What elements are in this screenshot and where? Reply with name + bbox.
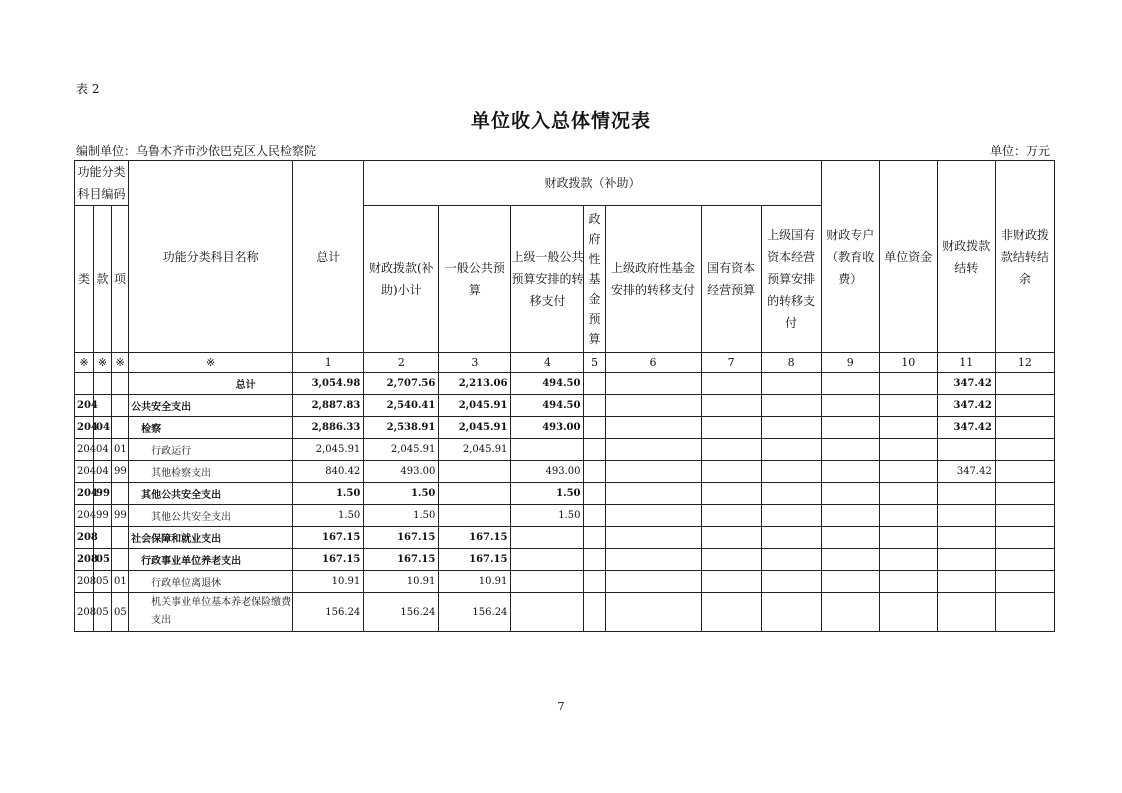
header-lei: 类	[75, 206, 94, 353]
amount-cell	[605, 549, 701, 571]
page-title: 单位收入总体情况表	[470, 110, 651, 132]
amount-cell	[511, 593, 584, 632]
amount-cell	[605, 439, 701, 461]
amount-cell	[761, 593, 821, 632]
column-index-cell: 5	[584, 353, 605, 373]
amount-cell	[605, 461, 701, 483]
code-lei-cell: 204	[75, 505, 94, 527]
table-row	[75, 505, 1055, 527]
amount-cell	[879, 417, 937, 439]
amount-cell: 1.50	[511, 505, 584, 527]
amount-cell	[937, 527, 995, 549]
amount-cell	[511, 571, 584, 593]
amount-cell	[605, 483, 701, 505]
code-xiang-cell	[112, 417, 129, 439]
amount-cell	[995, 483, 1054, 505]
amount-cell	[995, 571, 1054, 593]
amount-cell	[584, 593, 605, 632]
amount-cell	[584, 395, 605, 417]
header-state-capital: 国有资本经营预算	[701, 206, 761, 353]
amount-cell	[937, 571, 995, 593]
code-lei-cell: 204	[75, 395, 94, 417]
amount-cell: 2,045.91	[364, 439, 439, 461]
code-xiang-cell: 01	[112, 571, 129, 593]
column-index-cell: ※	[129, 353, 293, 373]
amount-cell	[584, 439, 605, 461]
amount-cell	[701, 505, 761, 527]
column-index-cell: ※	[94, 353, 112, 373]
amount-cell: 347.42	[937, 461, 995, 483]
amount-cell	[879, 373, 937, 395]
header-subject-name: 功能分类科目名称	[129, 161, 293, 353]
amount-cell	[701, 373, 761, 395]
code-lei-cell: 208	[75, 571, 94, 593]
amount-cell	[584, 549, 605, 571]
amount-cell	[995, 549, 1054, 571]
amount-cell	[584, 571, 605, 593]
header-upper-capital-transfer: 上级国有资本经营预算安排的转移支付	[761, 206, 821, 353]
subject-name-cell: 机关事业单位基本养老保险缴费支出	[129, 593, 293, 632]
code-lei-cell: 208	[75, 549, 94, 571]
amount-cell	[995, 439, 1054, 461]
amount-cell	[605, 505, 701, 527]
amount-cell	[605, 417, 701, 439]
amount-cell: 167.15	[364, 527, 439, 549]
amount-cell: 1.50	[364, 483, 439, 505]
amount-cell	[701, 417, 761, 439]
amount-cell: 167.15	[293, 527, 364, 549]
amount-cell	[879, 571, 937, 593]
subject-name-cell: 公共安全支出	[129, 395, 293, 417]
amount-cell	[821, 593, 879, 632]
amount-cell	[761, 527, 821, 549]
amount-cell	[701, 461, 761, 483]
column-index-cell: 6	[605, 353, 701, 373]
code-kuan-cell: 99	[94, 483, 112, 505]
header-fiscal-subtotal: 财政拨款(补助)小计	[364, 206, 439, 353]
amount-cell: 493.00	[511, 461, 584, 483]
amount-cell: 10.91	[293, 571, 364, 593]
amount-cell	[761, 505, 821, 527]
amount-cell	[605, 527, 701, 549]
amount-cell	[821, 549, 879, 571]
amount-cell	[821, 373, 879, 395]
column-index-cell: 3	[439, 353, 511, 373]
code-kuan-cell: 04	[94, 461, 112, 483]
column-index-cell: 4	[511, 353, 584, 373]
amount-cell: 10.91	[439, 571, 511, 593]
amount-cell: 167.15	[439, 549, 511, 571]
amount-cell	[821, 439, 879, 461]
code-xiang-cell: 99	[112, 505, 129, 527]
amount-cell: 156.24	[364, 593, 439, 632]
amount-cell	[821, 505, 879, 527]
amount-cell: 167.15	[293, 549, 364, 571]
amount-cell	[584, 483, 605, 505]
subject-name-cell: 总计	[129, 373, 293, 395]
code-xiang-cell	[112, 395, 129, 417]
code-lei-cell: 204	[75, 461, 94, 483]
amount-cell	[511, 549, 584, 571]
amount-cell	[761, 373, 821, 395]
amount-cell: 1.50	[364, 505, 439, 527]
amount-cell: 347.42	[937, 417, 995, 439]
code-xiang-cell: 01	[112, 439, 129, 461]
subject-name-cell: 其他检察支出	[129, 461, 293, 483]
column-index-cell: ※	[75, 353, 94, 373]
amount-cell	[701, 527, 761, 549]
column-index-cell: 11	[937, 353, 995, 373]
amount-cell: 2,045.91	[439, 439, 511, 461]
amount-cell	[879, 439, 937, 461]
amount-cell	[821, 395, 879, 417]
code-kuan-cell: 04	[94, 417, 112, 439]
amount-cell	[879, 527, 937, 549]
header-fiscal-group: 财政拨款（补助）	[364, 161, 821, 206]
amount-cell	[937, 439, 995, 461]
amount-cell	[584, 461, 605, 483]
header-total: 总计	[293, 161, 364, 353]
header-code-group: 功能分类科目编码	[75, 161, 129, 206]
code-kuan-cell: 05	[94, 549, 112, 571]
code-lei-cell	[75, 373, 94, 395]
code-lei-cell: 208	[75, 527, 94, 549]
page-number: 7	[557, 700, 565, 713]
amount-cell	[605, 373, 701, 395]
subject-name-cell: 其他公共安全支出	[129, 505, 293, 527]
amount-cell	[821, 571, 879, 593]
header-fiscal-carryover: 财政拨款结转	[937, 161, 995, 353]
header-gov-fund: 政府性基金预算	[584, 206, 605, 353]
amount-cell: 494.50	[511, 395, 584, 417]
amount-cell	[701, 439, 761, 461]
amount-cell: 2,045.91	[439, 417, 511, 439]
code-lei-cell: 204	[75, 439, 94, 461]
amount-cell	[995, 417, 1054, 439]
amount-cell	[584, 527, 605, 549]
amount-cell: 840.42	[293, 461, 364, 483]
column-index-cell: ※	[112, 353, 129, 373]
amount-cell	[995, 593, 1054, 632]
amount-cell	[761, 483, 821, 505]
amount-cell	[439, 461, 511, 483]
code-kuan-cell: 04	[94, 439, 112, 461]
header-xiang: 项	[112, 206, 129, 353]
amount-cell	[879, 549, 937, 571]
amount-cell: 1.50	[511, 483, 584, 505]
amount-cell: 2,886.33	[293, 417, 364, 439]
code-xiang-cell: 05	[112, 593, 129, 632]
code-xiang-cell	[112, 549, 129, 571]
subject-name-cell: 行政事业单位养老支出	[129, 549, 293, 571]
amount-cell	[879, 461, 937, 483]
amount-cell	[584, 505, 605, 527]
amount-cell	[937, 593, 995, 632]
amount-cell	[761, 439, 821, 461]
amount-cell	[995, 461, 1054, 483]
amount-cell	[605, 571, 701, 593]
amount-cell	[511, 439, 584, 461]
amount-cell: 3,054.98	[293, 373, 364, 395]
amount-cell	[439, 483, 511, 505]
amount-cell	[879, 483, 937, 505]
amount-cell	[701, 593, 761, 632]
table-row	[75, 527, 1055, 549]
amount-cell	[761, 417, 821, 439]
code-kuan-cell	[94, 373, 112, 395]
amount-cell	[605, 593, 701, 632]
amount-cell	[605, 395, 701, 417]
amount-cell: 347.42	[937, 373, 995, 395]
subject-name-cell: 行政运行	[129, 439, 293, 461]
table-label: 表 2	[76, 82, 100, 96]
amount-cell: 494.50	[511, 373, 584, 395]
amount-cell	[995, 505, 1054, 527]
amount-cell: 2,538.91	[364, 417, 439, 439]
subject-name-cell: 社会保障和就业支出	[129, 527, 293, 549]
column-index-cell: 10	[879, 353, 937, 373]
amount-cell: 2,045.91	[293, 439, 364, 461]
code-xiang-cell	[112, 527, 129, 549]
amount-cell	[439, 505, 511, 527]
amount-cell	[937, 505, 995, 527]
code-kuan-cell: 99	[94, 505, 112, 527]
amount-cell	[937, 549, 995, 571]
amount-cell: 167.15	[364, 549, 439, 571]
amount-cell: 347.42	[937, 395, 995, 417]
column-index-cell: 8	[761, 353, 821, 373]
header-upper-general-transfer: 上级一般公共预算安排的转移支付	[511, 206, 584, 353]
amount-cell	[761, 395, 821, 417]
amount-cell	[879, 505, 937, 527]
subject-name-cell: 检察	[129, 417, 293, 439]
amount-cell	[701, 549, 761, 571]
amount-cell	[761, 461, 821, 483]
column-index-cell: 12	[995, 353, 1054, 373]
amount-cell: 10.91	[364, 571, 439, 593]
column-index-row	[75, 353, 1055, 373]
header-unit-funds: 单位资金	[879, 161, 937, 353]
table-row	[75, 483, 1055, 505]
table-row	[75, 461, 1055, 483]
amount-cell	[995, 395, 1054, 417]
amount-cell	[584, 417, 605, 439]
header-special-edu: 财政专户（教育收费）	[821, 161, 879, 353]
subject-name-cell: 行政单位离退休	[129, 571, 293, 593]
table-row	[75, 439, 1055, 461]
table-row	[75, 593, 1055, 632]
amount-cell: 2,707.56	[364, 373, 439, 395]
code-kuan-cell: 05	[94, 571, 112, 593]
compiling-unit: 编制单位：乌鲁木齐市沙依巴克区人民检察院	[76, 144, 317, 158]
amount-cell	[821, 417, 879, 439]
income-summary-table	[74, 160, 1055, 632]
amount-cell	[761, 571, 821, 593]
amount-cell	[584, 373, 605, 395]
amount-cell	[879, 593, 937, 632]
column-index-cell: 9	[821, 353, 879, 373]
amount-cell: 167.15	[439, 527, 511, 549]
amount-cell: 493.00	[511, 417, 584, 439]
code-kuan-cell: 05	[94, 593, 112, 632]
amount-cell: 1.50	[293, 483, 364, 505]
column-index-cell: 1	[293, 353, 364, 373]
table-row	[75, 395, 1055, 417]
amount-cell: 2,887.83	[293, 395, 364, 417]
amount-cell	[879, 395, 937, 417]
column-index-cell: 7	[701, 353, 761, 373]
amount-cell	[937, 483, 995, 505]
header-general-budget: 一般公共预算	[439, 206, 511, 353]
amount-cell	[511, 527, 584, 549]
amount-cell	[701, 571, 761, 593]
header-upper-fund-transfer: 上级政府性基金安排的转移支付	[605, 206, 701, 353]
amount-cell: 1.50	[293, 505, 364, 527]
table-row	[75, 549, 1055, 571]
amount-cell	[995, 527, 1054, 549]
code-lei-cell: 204	[75, 417, 94, 439]
amount-cell	[701, 483, 761, 505]
code-xiang-cell: 99	[112, 461, 129, 483]
amount-cell	[821, 527, 879, 549]
amount-cell	[701, 395, 761, 417]
table-row	[75, 373, 1055, 395]
column-index-cell: 2	[364, 353, 439, 373]
code-xiang-cell	[112, 373, 129, 395]
code-lei-cell: 204	[75, 483, 94, 505]
amount-cell	[995, 373, 1054, 395]
amount-cell	[761, 549, 821, 571]
amount-cell: 2,213.06	[439, 373, 511, 395]
currency-unit: 单位：万元	[990, 144, 1051, 158]
header-kuan: 款	[94, 206, 112, 353]
amount-cell	[821, 483, 879, 505]
table-row	[75, 571, 1055, 593]
amount-cell: 2,045.91	[439, 395, 511, 417]
subject-name-cell: 其他公共安全支出	[129, 483, 293, 505]
code-lei-cell: 208	[75, 593, 94, 632]
header-nonfiscal-carryover: 非财政拨款结转结余	[995, 161, 1054, 353]
amount-cell	[821, 461, 879, 483]
amount-cell: 493.00	[364, 461, 439, 483]
amount-cell: 156.24	[439, 593, 511, 632]
table-row	[75, 417, 1055, 439]
amount-cell: 156.24	[293, 593, 364, 632]
amount-cell: 2,540.41	[364, 395, 439, 417]
code-xiang-cell	[112, 483, 129, 505]
